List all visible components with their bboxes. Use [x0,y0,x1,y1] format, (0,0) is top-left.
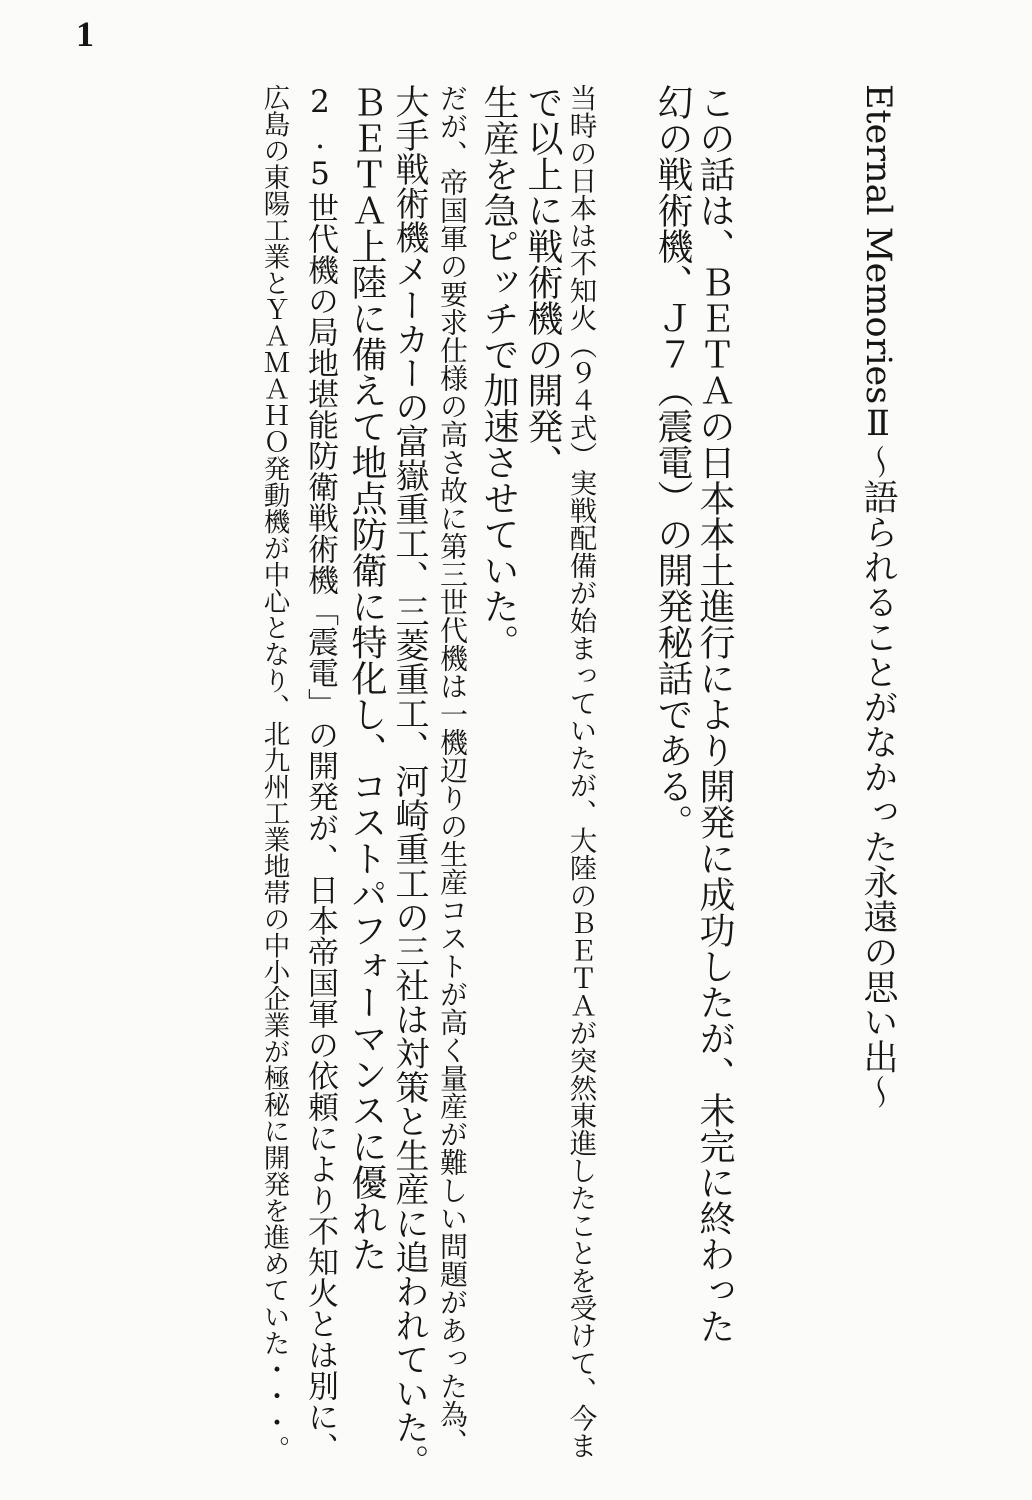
paragraph-line-10: 広島の東陽工業とＹＡＭＡＨＯ発動機が中心となり、北九州工業地帯の中小企業が極秘に開発を進めていた・・・。 [258,84,290,1462]
page-number: 1 [76,14,94,54]
paragraph-line-2: 幻の戦術機、Ｊ７（震電）の開発秘話である。 [652,84,693,840]
paragraph-line-8: ＢＥＴＡ上陸に備えて地点防衛に特化し、コストパフォーマンスに優れた [346,84,387,1272]
paragraph-line-1: この話は、ＢＥＴＡの日本本土進行により開発に成功したが、未完に終わった [694,84,735,1344]
paragraph-line-7: 大手戦術機メーカーの富嶽重工、三菱重工、河崎重工の三社は対策と生産に追われていた。 [389,84,429,1478]
paragraph-line-9: 2.5世代機の局地堪能防衛戦術機「震電」の開発が、日本帝国軍の依頼により不知火とは別に、 [302,84,338,1463]
paragraph-line-3: 当時の日本は不知火（９４式）実戦配備が始まっていたが、大陸のＢＥＴＡが突然東進したことを受けて、今ま [564,84,597,1459]
document-title: Eternal MemoriesⅡ～語られることがなかった永遠の思い出～ [858,84,898,1110]
paragraph-line-5: 生産を急ピッチで加速させていた。 [478,84,519,660]
paragraph-line-4: で以上に戦術機の開発、 [522,84,563,480]
paragraph-line-6: だが、帝国軍の要求仕様の高さ故に第三世代機は一機辺りの生産コストが高く量産が難しい問題があった為、 [436,84,469,1456]
